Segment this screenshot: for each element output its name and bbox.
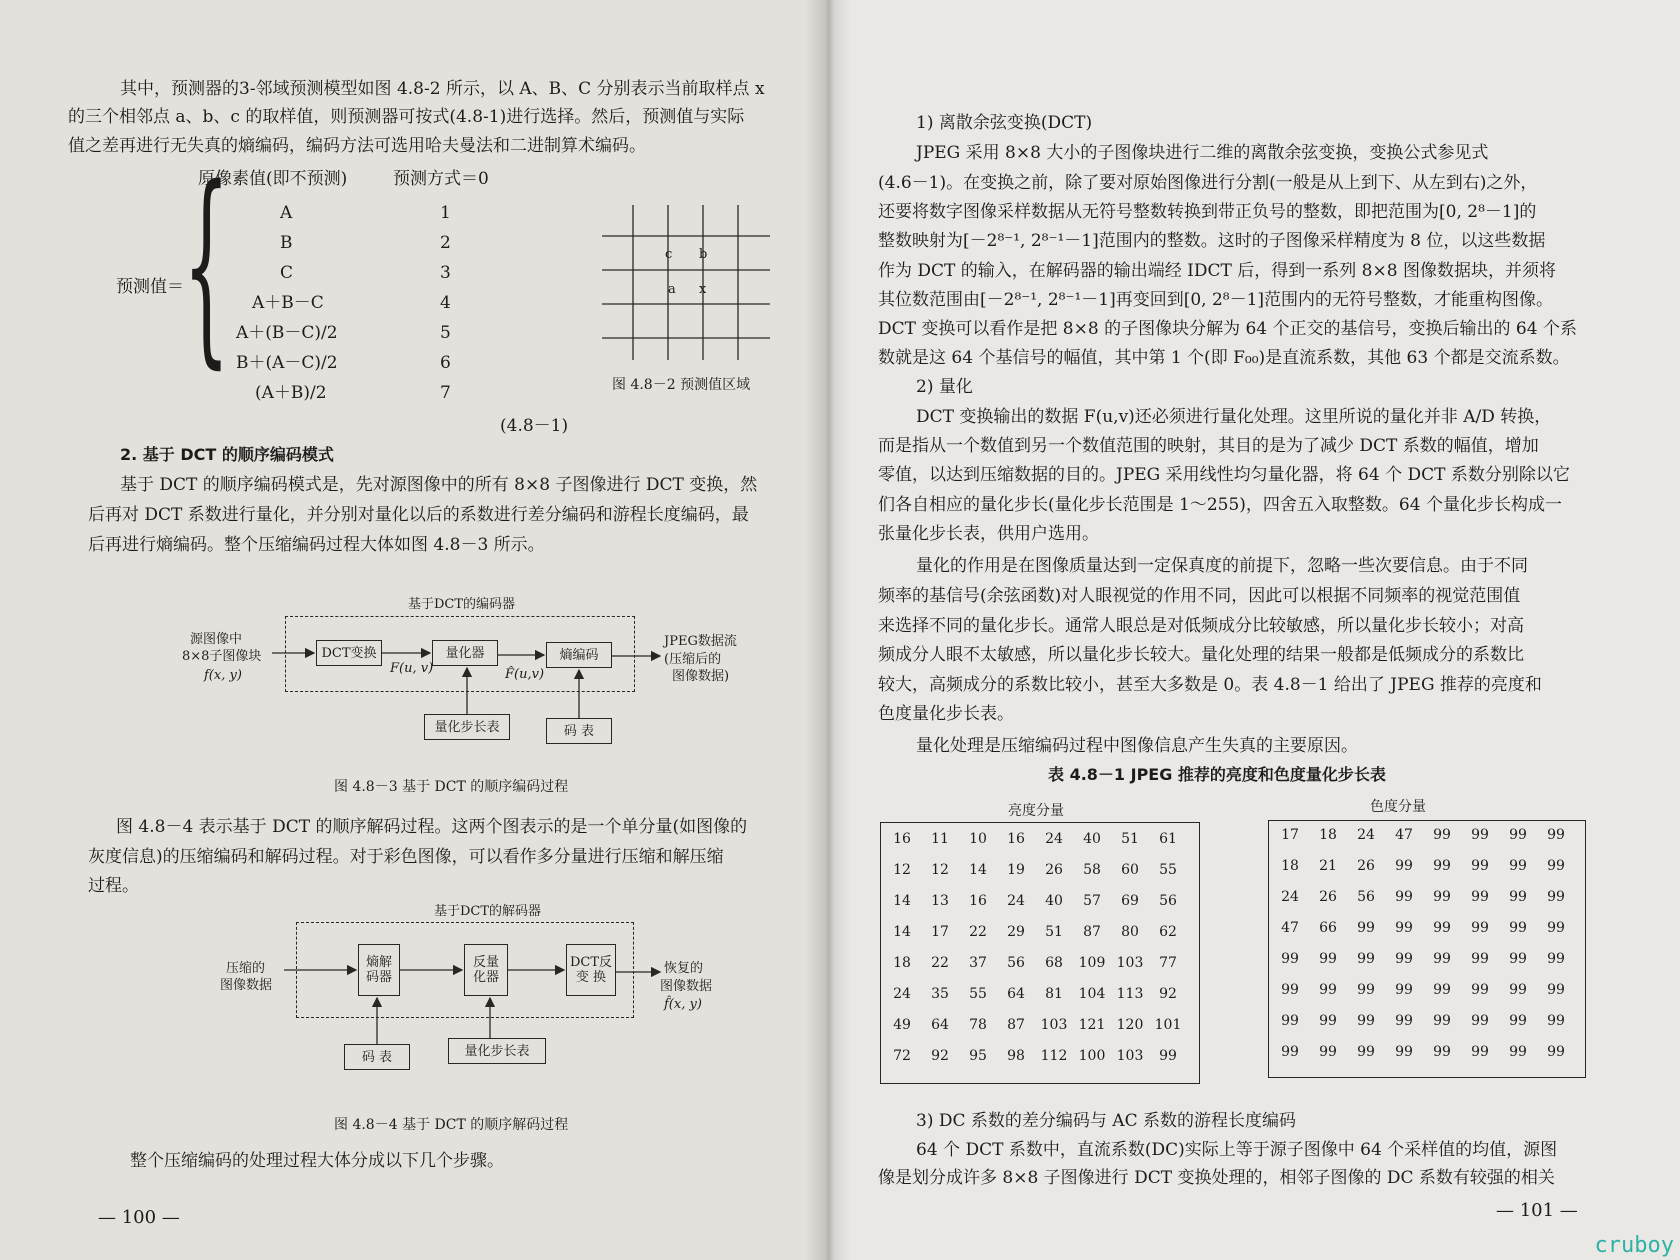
luma-cell-7-5: 100 [1078, 1048, 1106, 1064]
s2-line-1: DCT 变换输出的数据 F(u,v)还必须进行量化处理。这里所说的量化并非 A/D 转换， [916, 407, 1552, 427]
luma-cell-1-6: 60 [1121, 862, 1139, 878]
idct-label-2: 变 换 [575, 970, 607, 985]
chroma-cell-3-3: 99 [1395, 920, 1413, 936]
chroma-cell-1-6: 99 [1509, 858, 1527, 874]
luma-cell-1-2: 14 [969, 862, 987, 878]
encoder-out-1: JPEG数据流 [664, 634, 737, 649]
prediction-num-1: 1 [440, 203, 451, 223]
chroma-cell-3-4: 99 [1433, 920, 1451, 936]
chroma-cell-2-0: 24 [1281, 889, 1299, 905]
s1-line-4: 整数映射为[－2⁸⁻¹, 2⁸⁻¹－1]范围内的整数。这时的子图像采样精度为 8 位，以这些数据 [878, 231, 1546, 251]
chroma-cell-0-7: 99 [1547, 827, 1565, 843]
chroma-cell-1-2: 26 [1357, 858, 1375, 874]
prediction-expr-2: B [280, 233, 293, 253]
grid-cell-b: b [699, 247, 708, 262]
luma-cell-3-1: 17 [931, 924, 949, 940]
chroma-cell-5-7: 99 [1547, 982, 1565, 998]
decoder-qtable-box: 量化步长表 [448, 1038, 546, 1064]
section-2-line-3: 后再进行熵编码。整个压缩编码过程大体如图 4.8－3 所示。 [88, 535, 545, 555]
entropy-decoder-label-2: 码器 [365, 970, 392, 985]
chroma-cell-5-1: 99 [1319, 982, 1337, 998]
prediction-expr-4: A＋B－C [252, 293, 324, 313]
chroma-cell-3-7: 99 [1547, 920, 1565, 936]
decoder-input-2: 图像数据 [220, 978, 273, 993]
luma-cell-6-0: 49 [893, 1017, 911, 1033]
luma-cell-1-3: 19 [1007, 862, 1025, 878]
chroma-cell-7-2: 99 [1357, 1044, 1375, 1060]
encoder-out-2: (压缩后的 [664, 652, 722, 667]
decoder-out-1: 恢复的 [664, 961, 704, 976]
luma-cell-7-7: 99 [1159, 1048, 1177, 1064]
decoder-codetable-box: 码 表 [344, 1044, 410, 1070]
s2b-line-1: 量化的作用是在图像质量达到一定保真度的前提下，忽略一些次要信息。由于不同 [916, 556, 1528, 576]
chroma-cell-5-3: 99 [1395, 982, 1413, 998]
intro-line-2: 的三个相邻点 a、b、c 的取样值，则预测器可按式(4.8-1)进行选择。然后，预测值与实际 [68, 107, 745, 127]
grid-cell-a: a [668, 282, 676, 297]
decoder-arrows [0, 0, 828, 1260]
luma-cell-2-5: 57 [1083, 893, 1101, 909]
s1-line-5: 作为 DCT 的输入，在解码器的输出端经 IDCT 后，得到一系列 8×8 图像数据块，并须将 [878, 261, 1556, 281]
section-2-line-2: 后再对 DCT 系数进行量化，并分别对量化以后的系数进行差分编码和游程长度编码，最 [88, 505, 749, 525]
s3-line-1: 64 个 DCT 系数中，直流系数(DC)实际上等于源子图像中 64 个采样值的均值，源图 [916, 1140, 1558, 1160]
s1-line-3: 还要将数字图像采样数据从无符号整数转换到带正负号的整数，即把范围为[0, 2⁸－1]的 [878, 202, 1537, 222]
s3-title: 3) DC 系数的差分编码与 AC 系数的游程长度编码 [916, 1111, 1296, 1131]
s2b-line-5: 较大，高频成分的系数比较小，甚至大多数是 0。表 4.8－1 给出了 JPEG 推荐的亮度和 [878, 675, 1542, 695]
luma-cell-4-7: 77 [1159, 955, 1177, 971]
chroma-cell-0-2: 24 [1357, 827, 1375, 843]
chroma-cell-0-3: 47 [1395, 827, 1413, 843]
decoder-out-2: 图像数据 [660, 979, 713, 994]
prediction-expr-5: A＋(B－C)/2 [236, 323, 338, 343]
luma-cell-4-3: 56 [1007, 955, 1025, 971]
fig-4-8-2-caption: 图 4.8－2 预测值区域 [612, 377, 751, 393]
luma-cell-4-4: 68 [1045, 955, 1063, 971]
chroma-cell-6-4: 99 [1433, 1013, 1451, 1029]
s2b-line-6: 色度量化步长表。 [878, 704, 1014, 724]
s1-line-7: DCT 变换可以看作是把 8×8 的子图像块分解为 64 个正交的基信号，变换后输出的 64 个系 [878, 319, 1577, 339]
luma-cell-4-1: 22 [931, 955, 949, 971]
encoder-qtable-box: 量化步长表 [424, 714, 510, 740]
luma-cell-1-7: 55 [1159, 862, 1177, 878]
s1-line-2: (4.6－1)。在变换之前，除了要对原始图像进行分割(一般是从上到下、从左到右)之外， [878, 173, 1538, 193]
luma-cell-0-6: 51 [1121, 831, 1139, 847]
luma-cell-2-0: 14 [893, 893, 911, 909]
section-2-line-1: 基于 DCT 的顺序编码模式是，先对源图像中的所有 8×8 子图像进行 DCT 变换，然 [120, 475, 758, 495]
decoder-input-1: 压缩的 [226, 961, 266, 976]
chroma-cell-0-5: 99 [1471, 827, 1489, 843]
chroma-cell-5-6: 99 [1509, 982, 1527, 998]
luma-cell-3-3: 29 [1007, 924, 1025, 940]
luma-cell-0-0: 16 [893, 831, 911, 847]
entropy-encoder-box: 熵编码 [546, 642, 612, 668]
equation-label: (4.8－1) [500, 416, 569, 436]
luma-cell-1-0: 12 [893, 862, 911, 878]
luma-cell-2-1: 13 [931, 893, 949, 909]
encoder-source-2: 8×8子图像块 [182, 649, 262, 664]
prediction-expr-1: A [280, 203, 293, 223]
s2b-line-2: 频率的基信号(余弦函数)对人眼视觉的作用不同，因此可以根据不同频率的视觉范围值 [878, 586, 1521, 606]
luma-cell-6-7: 101 [1154, 1017, 1182, 1033]
chroma-cell-1-1: 21 [1319, 858, 1337, 874]
dct-transform-box: DCT变换 [316, 640, 382, 666]
chroma-cell-5-4: 99 [1433, 982, 1451, 998]
luma-cell-4-2: 37 [969, 955, 987, 971]
s2-line-3: 零值，以达到压缩数据的目的。JPEG 采用线性均匀量化器，将 64 个 DCT 系数分别除以它 [878, 465, 1570, 485]
luma-cell-0-1: 11 [931, 831, 949, 847]
chroma-cell-5-0: 99 [1281, 982, 1299, 998]
chroma-cell-3-5: 99 [1471, 920, 1489, 936]
luma-cell-6-5: 121 [1078, 1017, 1106, 1033]
chroma-cell-6-7: 99 [1547, 1013, 1565, 1029]
chroma-cell-7-3: 99 [1395, 1044, 1413, 1060]
chroma-cell-2-2: 56 [1357, 889, 1375, 905]
prediction-num-0: 预测方式＝0 [393, 169, 489, 189]
chroma-cell-2-5: 99 [1471, 889, 1489, 905]
luma-cell-2-6: 69 [1121, 893, 1139, 909]
chroma-cell-2-6: 99 [1509, 889, 1527, 905]
chroma-cell-6-5: 99 [1471, 1013, 1489, 1029]
entropy-decoder-label-1: 熵解 [365, 955, 392, 970]
decoder-title: 基于DCT的解码器 [434, 904, 542, 919]
luma-cell-0-4: 24 [1045, 831, 1063, 847]
luma-cell-3-6: 80 [1121, 924, 1139, 940]
chroma-cell-4-6: 99 [1509, 951, 1527, 967]
chroma-cell-4-7: 99 [1547, 951, 1565, 967]
chroma-label: 色度分量 [1370, 799, 1426, 815]
luma-cell-1-4: 26 [1045, 862, 1063, 878]
luma-cell-0-7: 61 [1159, 831, 1177, 847]
chroma-cell-6-0: 99 [1281, 1013, 1299, 1029]
chroma-cell-7-6: 99 [1509, 1044, 1527, 1060]
luma-cell-1-5: 58 [1083, 862, 1101, 878]
chroma-table [1268, 820, 1586, 1078]
s2-title: 2) 量化 [916, 377, 973, 397]
fig-4-8-4-caption: 图 4.8－4 基于 DCT 的顺序解码过程 [334, 1117, 569, 1133]
encoder-source-1: 源图像中 [190, 632, 243, 647]
luma-cell-5-3: 64 [1007, 986, 1025, 1002]
grid-cell-x: x [699, 282, 707, 297]
prediction-num-5: 5 [440, 323, 451, 343]
para-4-8-4-line-3: 过程。 [88, 876, 139, 896]
chroma-cell-6-3: 99 [1395, 1013, 1413, 1029]
luma-cell-7-1: 92 [931, 1048, 949, 1064]
prediction-expr-3: C [280, 263, 294, 283]
luma-cell-5-7: 92 [1159, 986, 1177, 1002]
chroma-cell-4-2: 99 [1357, 951, 1375, 967]
luma-cell-6-3: 87 [1007, 1017, 1025, 1033]
prediction-num-2: 2 [440, 233, 451, 253]
para-4-8-4-line-2: 灰度信息)的压缩编码和解码过程。对于彩色图像，可以看作多分量进行压缩和解压缩 [88, 847, 724, 867]
luma-cell-4-5: 109 [1078, 955, 1106, 971]
s1-title: 1) 离散余弦变换(DCT) [916, 113, 1093, 133]
luma-cell-4-0: 18 [893, 955, 911, 971]
luma-cell-5-4: 81 [1045, 986, 1063, 1002]
chroma-cell-7-5: 99 [1471, 1044, 1489, 1060]
luma-cell-0-5: 40 [1083, 831, 1101, 847]
chroma-cell-4-4: 99 [1433, 951, 1451, 967]
chroma-cell-1-3: 99 [1395, 858, 1413, 874]
luma-cell-2-3: 24 [1007, 893, 1025, 909]
s2-line-2: 而是指从一个数值到另一个数值范围的映射，其目的是为了减少 DCT 系数的幅值，增加 [878, 436, 1539, 456]
section-2-title: 2. 基于 DCT 的顺序编码模式 [120, 445, 334, 464]
chroma-cell-2-1: 26 [1319, 889, 1337, 905]
grid-cell-c: c [665, 247, 673, 262]
prediction-lhs: 预测值＝ [116, 277, 184, 297]
chroma-cell-1-7: 99 [1547, 858, 1565, 874]
fhat-label: F̂(u,v) [505, 667, 545, 682]
luma-cell-2-7: 56 [1159, 893, 1177, 909]
chroma-cell-7-1: 99 [1319, 1044, 1337, 1060]
luma-cell-2-2: 16 [969, 893, 987, 909]
encoder-codetable-box: 码 表 [546, 718, 612, 744]
s3-line-2: 像是划分成许多 8×8 子图像进行 DCT 变换处理的，相邻子图像的 DC 系数有较强的相关 [878, 1168, 1555, 1188]
chroma-cell-3-2: 99 [1357, 920, 1375, 936]
chroma-cell-7-0: 99 [1281, 1044, 1299, 1060]
s2b-line-4: 频成分人眼不太敏感，所以量化步长较大。量化处理的结果一般都是低频成分的系数比 [878, 645, 1524, 665]
fig-4-8-3-caption: 图 4.8－3 基于 DCT 的顺序编码过程 [334, 779, 569, 795]
right-page [828, 0, 1680, 1260]
luma-cell-3-7: 62 [1159, 924, 1177, 940]
s1-line-1: JPEG 采用 8×8 大小的子图像块进行二维的离散余弦变换，变换公式参见式 [916, 143, 1489, 163]
luma-cell-6-1: 64 [931, 1017, 949, 1033]
page-number-left: — 100 — [98, 1207, 180, 1228]
prediction-expr-6: B＋(A－C)/2 [236, 353, 338, 373]
luma-cell-7-0: 72 [893, 1048, 911, 1064]
chroma-cell-2-7: 99 [1547, 889, 1565, 905]
left-page [0, 0, 828, 1260]
chroma-cell-1-0: 18 [1281, 858, 1299, 874]
luma-cell-4-6: 103 [1116, 955, 1144, 971]
encoder-title: 基于DCT的编码器 [408, 597, 516, 612]
chroma-cell-6-2: 99 [1357, 1013, 1375, 1029]
luma-cell-3-0: 14 [893, 924, 911, 940]
prediction-num-3: 3 [440, 263, 451, 283]
s1-line-6: 其位数范围由[－2⁸⁻¹, 2⁸⁻¹－1]再变回到[0, 2⁸－1]范围内的无符号整数，才能重构图像。 [878, 290, 1554, 310]
chroma-cell-5-5: 99 [1471, 982, 1489, 998]
s2c-line: 量化处理是压缩编码过程中图像信息产生失真的主要原因。 [916, 736, 1358, 756]
luma-cell-1-1: 12 [931, 862, 949, 878]
luma-cell-7-3: 98 [1007, 1048, 1025, 1064]
luma-cell-6-4: 103 [1040, 1017, 1068, 1033]
luma-cell-7-2: 95 [969, 1048, 987, 1064]
chroma-cell-4-1: 99 [1319, 951, 1337, 967]
encoder-source-3: f(x, y) [204, 668, 242, 683]
luma-cell-3-5: 87 [1083, 924, 1101, 940]
luma-cell-5-5: 104 [1078, 986, 1106, 1002]
para-4-8-4-line-1: 图 4.8－4 表示基于 DCT 的顺序解码过程。这两个图表示的是一个单分量(如图像的 [116, 817, 748, 837]
luma-cell-5-2: 55 [969, 986, 987, 1002]
left-brace: { [183, 142, 230, 387]
luma-cell-6-2: 78 [969, 1017, 987, 1033]
luma-cell-3-4: 51 [1045, 924, 1063, 940]
chroma-cell-4-3: 99 [1395, 951, 1413, 967]
chroma-cell-7-4: 99 [1433, 1044, 1451, 1060]
final-line: 整个压缩编码的处理过程大体分成以下几个步骤。 [130, 1151, 504, 1171]
fuv-label: F(u, v) [390, 661, 434, 676]
luma-cell-6-6: 120 [1116, 1017, 1144, 1033]
prediction-expr-7: (A＋B)/2 [255, 383, 327, 403]
dequantizer-label-2: 化器 [472, 970, 499, 985]
quantizer-box: 量化器 [432, 640, 498, 666]
chroma-cell-3-1: 66 [1319, 920, 1337, 936]
chroma-cell-0-0: 17 [1281, 827, 1299, 843]
page-number-right: — 101 — [1496, 1200, 1578, 1221]
luma-cell-7-4: 112 [1040, 1048, 1068, 1064]
table-title: 表 4.8－1 JPEG 推荐的亮度和色度量化步长表 [1048, 765, 1386, 784]
chroma-cell-1-5: 99 [1471, 858, 1489, 874]
chroma-cell-0-6: 99 [1509, 827, 1527, 843]
prediction-num-4: 4 [440, 293, 451, 313]
luma-table [880, 822, 1200, 1084]
decoder-out-3: f̂(x, y) [664, 997, 702, 1012]
chroma-cell-0-4: 99 [1433, 827, 1451, 843]
idct-label-1: DCT反 [569, 955, 613, 970]
chroma-cell-4-5: 99 [1471, 951, 1489, 967]
luma-label: 亮度分量 [1008, 803, 1064, 819]
chroma-cell-4-0: 99 [1281, 951, 1299, 967]
prediction-num-6: 6 [440, 353, 451, 373]
luma-cell-0-3: 16 [1007, 831, 1025, 847]
luma-cell-3-2: 22 [969, 924, 987, 940]
luma-cell-5-6: 113 [1116, 986, 1144, 1002]
luma-cell-0-2: 10 [969, 831, 987, 847]
luma-cell-2-4: 40 [1045, 893, 1063, 909]
s2b-line-3: 来选择不同的量化步长。通常人眼总是对低频成分比较敏感，所以量化步长较小；对高 [878, 616, 1524, 636]
intro-line-1: 其中，预测器的3-邻域预测模型如图 4.8-2 所示，以 A、B、C 分别表示当前取样点 x [120, 79, 765, 99]
chroma-cell-6-6: 99 [1509, 1013, 1527, 1029]
s1-line-8: 数就是这 64 个基信号的幅值，其中第 1 个(即 F₀₀)是直流系数，其他 63 个都是交流系数。 [878, 348, 1570, 368]
prediction-num-7: 7 [440, 383, 451, 403]
s2-line-5: 张量化步长表，供用户选用。 [878, 524, 1099, 544]
prediction-expr-0: 原像素值(即不预测) [198, 169, 348, 189]
chroma-cell-5-2: 99 [1357, 982, 1375, 998]
chroma-cell-2-3: 99 [1395, 889, 1413, 905]
chroma-cell-3-0: 47 [1281, 920, 1299, 936]
chroma-cell-1-4: 99 [1433, 858, 1451, 874]
chroma-cell-3-6: 99 [1509, 920, 1527, 936]
chroma-cell-2-4: 99 [1433, 889, 1451, 905]
watermark: cruboy [1594, 1233, 1674, 1258]
book-gutter [805, 0, 851, 1260]
luma-cell-5-0: 24 [893, 986, 911, 1002]
intro-line-3: 值之差再进行无失真的熵编码，编码方法可选用哈夫曼法和二进制算术编码。 [68, 136, 646, 156]
luma-cell-7-6: 103 [1116, 1048, 1144, 1064]
chroma-cell-6-1: 99 [1319, 1013, 1337, 1029]
encoder-out-3: 图像数据) [672, 669, 730, 684]
chroma-cell-7-7: 99 [1547, 1044, 1565, 1060]
dequantizer-label-1: 反量 [472, 955, 499, 970]
chroma-cell-0-1: 18 [1319, 827, 1337, 843]
s2-line-4: 们各自相应的量化步长(量化步长范围是 1～255)，四舍五入取整数。64 个量化步长构成一 [878, 495, 1562, 515]
luma-cell-5-1: 35 [931, 986, 949, 1002]
